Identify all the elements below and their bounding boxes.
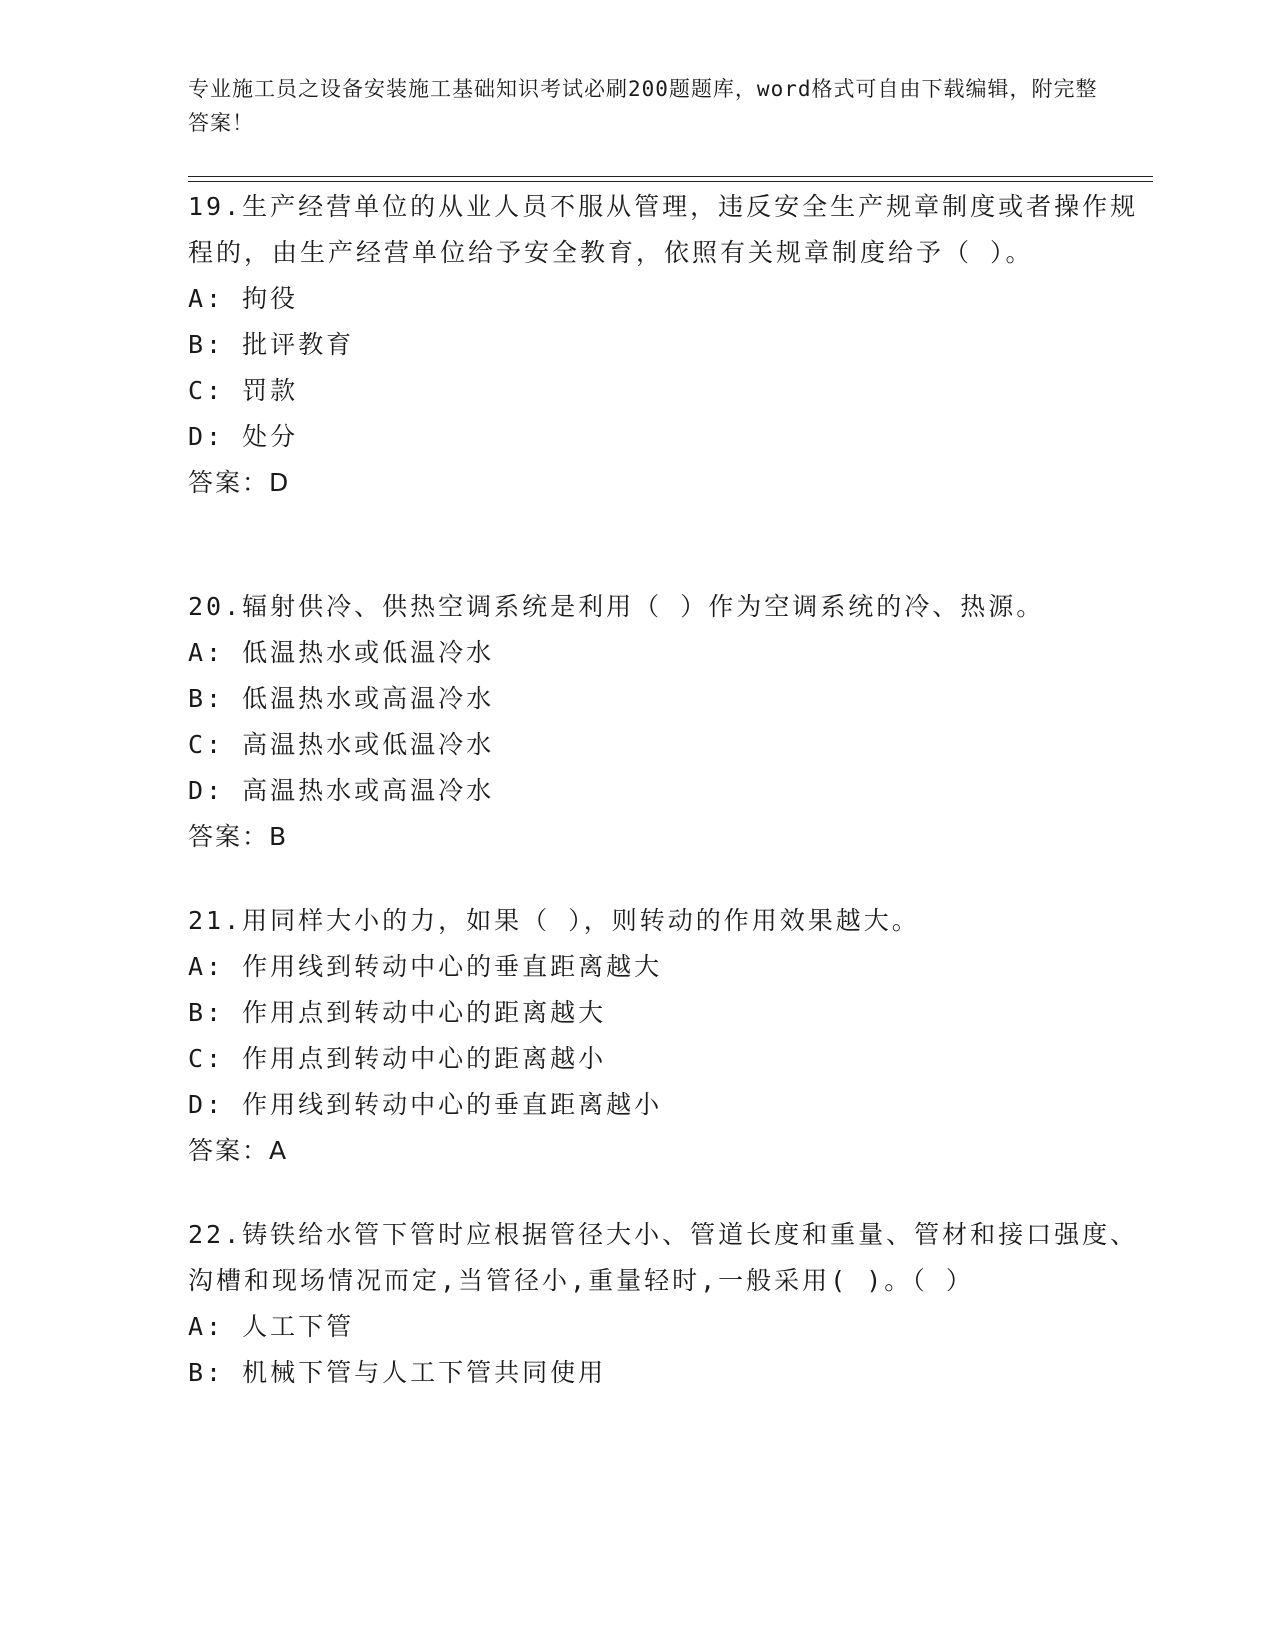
question-stem: 21.用同样大小的力，如果（ ），则转动的作用效果越大。 [188,906,920,935]
option-d: D: 处分 [188,422,299,451]
question-20 [188,584,1148,860]
question-stem: 19.生产经营单位的从业人员不服从管理，违反安全生产规章制度或者操作规程的，由生产经营单位给予安全教育，依照有关规章制度给予（ ）。 [188,192,1139,267]
question-19 [188,184,1148,506]
option-c: C: 罚款 [188,376,299,405]
question-stem: 20.辐射供冷、供热空调系统是利用（ ）作为空调系统的冷、热源。 [188,592,1045,621]
option-b: B: 批评教育 [188,330,355,359]
option-c: C: 作用点到转动中心的距离越小 [188,1044,607,1073]
answer: 答案：A [188,1136,289,1165]
option-d: D: 作用线到转动中心的垂直距离越小 [188,1090,663,1119]
answer: 答案：B [188,822,289,851]
question-21 [188,898,1148,1174]
option-a: A: 作用线到转动中心的垂直距离越大 [188,952,663,981]
option-a: A: 低温热水或低温冷水 [188,638,495,667]
option-a: A: 拘役 [188,284,299,313]
document-header: 专业施工员之设备安装施工基础知识考试必刷200题题库，word格式可自由下载编辑，附完整答案！ [188,77,1098,135]
option-b: B: 低温热水或高温冷水 [188,684,495,713]
option-b: B: 机械下管与人工下管共同使用 [188,1358,607,1387]
header-divider-bottom [188,181,1153,182]
question-stem: 22.铸铁给水管下管时应根据管径大小、管道长度和重量、管材和接口强度、沟槽和现场情况而定,当管径小,重量轻时,一般采用( )。（ ） [188,1220,1139,1295]
option-b: B: 作用点到转动中心的距离越大 [188,998,607,1027]
option-a: A: 人工下管 [188,1312,355,1341]
option-c: C: 高温热水或低温冷水 [188,730,495,759]
question-22 [188,1212,1148,1396]
option-d: D: 高温热水或高温冷水 [188,776,495,805]
header-divider-top [188,176,1153,177]
answer: 答案：D [188,468,291,497]
